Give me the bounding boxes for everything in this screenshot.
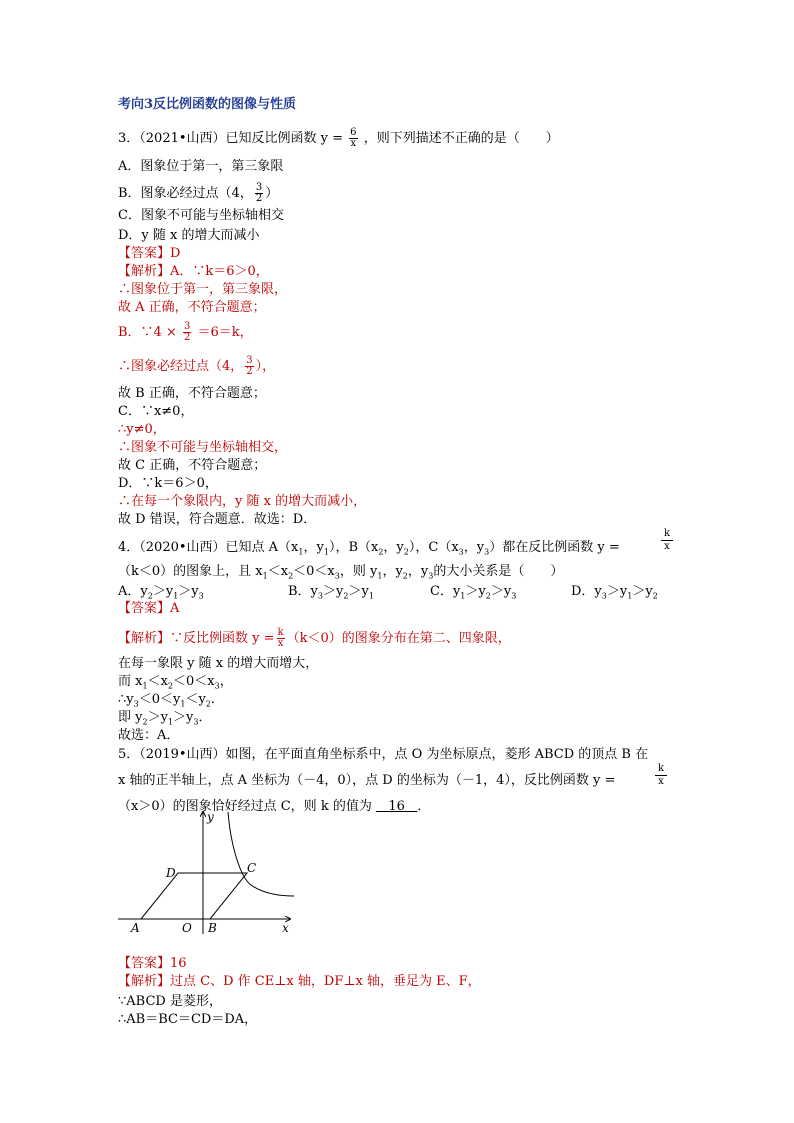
q3-solb-num: 3 — [184, 321, 191, 332]
rhombus-figure — [116, 808, 296, 936]
q3-sol-line-2: ∴图象位于第一，第三象限， — [118, 282, 288, 297]
q3-solb2-fraction — [245, 356, 253, 377]
q4-line-2: （k＜0）的图象上，且 $x_1<x_2<0<x_3$，则 $y_1$，$y_2$，$y_3$的大小关系是（ ） — [118, 564, 564, 581]
q4-sol-line-5: 即 $y_2>y_1>y_3$． — [118, 710, 212, 727]
q3-solb-a: B．∵4 × — [118, 325, 177, 340]
q3-stem-a: 3．（2021•山西）已知反比例函数 y = — [118, 131, 344, 146]
label-a: A — [131, 921, 140, 935]
q4-line2-c: 的大小关系是（ ） — [433, 564, 564, 579]
q3-sol2-line-4: ∴图象不可能与坐标轴相交， — [118, 440, 288, 455]
q3-sol-b-line — [118, 322, 253, 343]
q5-k-fraction — [655, 764, 667, 787]
hyperbola-curve — [228, 812, 294, 896]
q3-option-d: D．y 随 x 的增大而减小 — [118, 228, 260, 243]
q4-sol-line-3: 而 $x_1<x_2<0<x_3$， — [118, 674, 233, 691]
q4-line2-a: （k＜0）的图象上，且 x — [118, 564, 263, 579]
q5-line3-a: （x＞0）的图象恰好经过点 C，则 k 的值为 — [118, 799, 372, 814]
q4-sol-fraction — [277, 628, 285, 649]
q3-solb2-den: 2 — [246, 366, 253, 377]
q3-sol2-line-5: 故 C 正确，不符合题意； — [118, 458, 267, 473]
q5-answer-blank — [376, 799, 417, 814]
q5-line-2: x 轴的正半轴上，点 A 坐标为（－4，0），点 D 的坐标为（－1，4），反比例函数 y = — [118, 773, 616, 788]
q3-optb-den: 2 — [255, 193, 263, 204]
label-o: O — [182, 921, 192, 935]
q4-option-a: A．$y_2>y_1>y_3$ — [118, 584, 204, 601]
q4-option-c: C．$y_1>y_2>y_3$ — [430, 584, 517, 601]
q3-solb-fraction — [183, 322, 191, 343]
q3-solb2-a: ∴图象必经过点（4， — [118, 359, 244, 374]
rhombus-abcd — [141, 873, 247, 919]
q3-sol-b2-line — [118, 356, 275, 377]
q4-sol-line-6: 故选：A． — [118, 728, 180, 743]
q3-solb-b: ＝6＝k， — [197, 325, 253, 340]
q4-stem-a: 4．（2020•山西）已知点 A（x — [118, 540, 299, 555]
q3-sol2-line-2: C．∵x≠0， — [118, 404, 194, 419]
q3-sol2-line-1: 故 B 正确，不符合题意； — [118, 386, 266, 401]
q3-option-b — [118, 183, 278, 204]
section-title: 考向3反比例函数的图像与性质 — [118, 97, 297, 112]
q4-stem-tail: 都在反比例函数 y = — [502, 540, 620, 555]
q4-sol-x: x — [277, 638, 284, 649]
q4-sol-b: （k＜0）的图象分布在第二、四象限， — [286, 631, 511, 646]
q3-sol2-line-8: 故 D 错误，符合题意．故选：D． — [118, 512, 317, 527]
q4-sol-a: 【解析】∵反比例函数 y = — [118, 631, 275, 646]
q3-stem — [118, 128, 559, 149]
q4-frac-k: k — [663, 528, 671, 539]
q4-sol-k: k — [277, 627, 284, 638]
q3-solb2-num: 3 — [246, 355, 253, 366]
label-y: y — [207, 810, 214, 824]
q4-answer: 【答案】A — [118, 601, 180, 616]
q3-optb-b: ） — [265, 186, 279, 201]
q4-k-fraction — [661, 529, 673, 552]
q5-frac-x: x — [658, 776, 664, 787]
q3-optb-a: B．图象必经过点（4， — [118, 186, 253, 201]
q4-sol-line-4: $\therefore y_3<0<y_1<y_2$． — [118, 692, 224, 709]
q3-sol-line-1: 【解析】A．∵k＝6＞0， — [118, 264, 269, 279]
label-x: x — [282, 921, 289, 935]
q3-sol-line-3: 故 A 正确，不符合题意； — [118, 300, 266, 315]
q4-line2-b: ，则 y — [339, 564, 378, 579]
q5-line-1: 5．（2019•山西）如图，在平面直角坐标系中，点 O 为坐标原点，菱形 ABCD 的顶点 B 在 — [118, 747, 649, 762]
q3-option-a: A．图象位于第一，第三象限 — [118, 159, 284, 174]
q3-solb2-b: ）， — [255, 359, 276, 374]
q3-frac-num: 6 — [350, 127, 357, 138]
q3-fraction — [349, 128, 357, 149]
label-c: C — [247, 861, 257, 875]
q5-frac-k: k — [657, 763, 665, 774]
q5-answer: 【答案】16 — [118, 956, 187, 971]
q4-option-b: B．$y_3>y_2>y_1$ — [288, 584, 374, 601]
q5-line3-b: ． — [417, 799, 431, 814]
q3-stem-b: ，则下列描述不正确的是（ ） — [363, 131, 559, 146]
q5-sol-line-1: 【解析】过点 C、D 作 CE⊥x 轴，DF⊥x 轴，垂足为 E、F， — [118, 974, 481, 989]
q3-sol2-line-3: ∴y≠0， — [118, 422, 166, 437]
label-b: B — [208, 921, 217, 935]
q3-optb-fraction — [255, 183, 263, 204]
q4-sol-line-1 — [118, 628, 511, 649]
q3-answer: 【答案】D — [118, 246, 181, 261]
q3-sol2-line-7: ∴在每一个象限内，y 随 x 的增大而减小， — [118, 494, 367, 509]
q4-stem: 4．（2020•山西）已知点 $A(x_1$，$y_1$），$B(x_2$，$y_2$），$C(x_3$，$y_3$）都在反比例函数 y = — [118, 540, 620, 557]
q3-option-c: C．图象不可能与坐标轴相交 — [118, 208, 284, 223]
q3-solb-den: 2 — [184, 332, 191, 343]
q5-sol-line-3: ∴AB＝BC＝CD＝DA， — [118, 1012, 258, 1027]
q3-optb-num: 3 — [255, 182, 263, 193]
label-d: D — [166, 866, 176, 880]
q3-frac-den: x — [350, 138, 357, 149]
q5-sol-line-2: ∵ABCD 是菱形， — [118, 994, 222, 1009]
q4-sol-line-2: 在每一象限 y 随 x 的增大而增大， — [118, 656, 319, 671]
q4-option-d: D．$y_3>y_1>y_2$ — [571, 584, 658, 601]
q5-blank-value: 16 — [388, 799, 405, 814]
q3-sol2-line-6: D．∵k＝6＞0， — [118, 476, 218, 491]
q4-frac-x: x — [664, 541, 670, 552]
